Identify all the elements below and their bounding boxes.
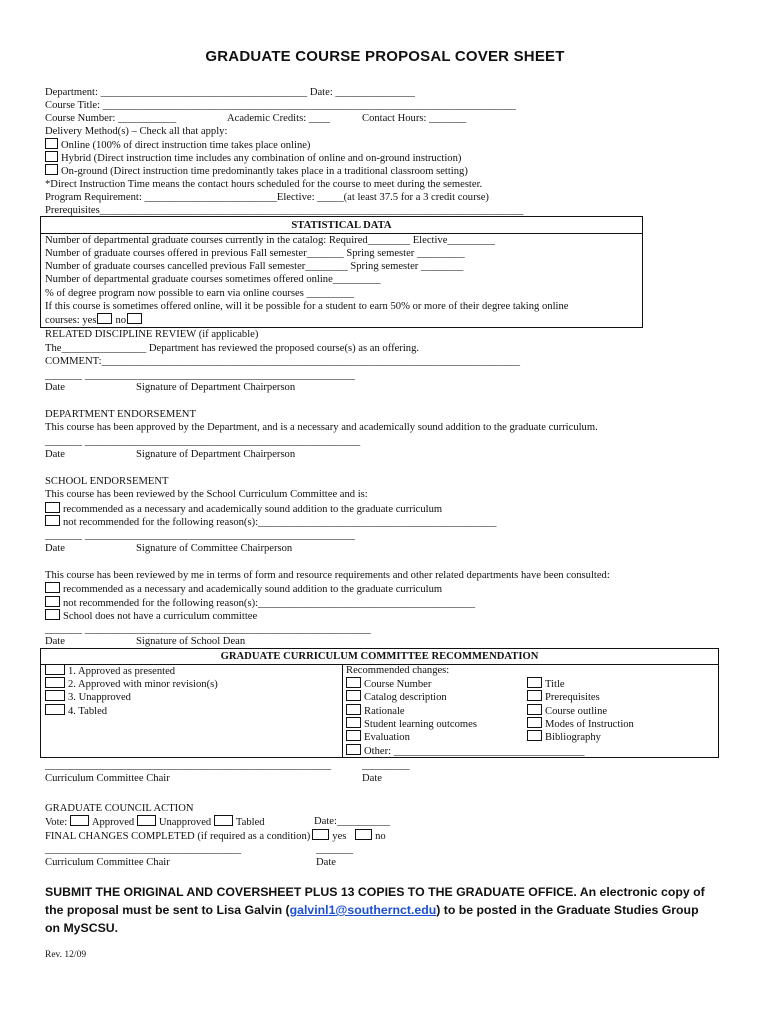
change-rationale-checkbox[interactable] — [346, 704, 361, 715]
change-prerequisites-checkbox[interactable] — [527, 690, 542, 701]
stat-line-catalog: Number of departmental graduate courses currently in the catalog: Required________ Elective_________ — [45, 235, 496, 246]
change-title-label: Title — [545, 679, 565, 690]
change-course-number — [346, 677, 431, 691]
change-rationale-label: Rationale — [364, 706, 405, 717]
council-date-line: Date:__________ — [314, 816, 390, 827]
school-recommended-checkbox[interactable] — [45, 502, 60, 513]
department-date-line: Department: _______________________________________ Date: _______________ — [45, 87, 415, 98]
dean-date-label: Date — [45, 636, 65, 647]
change-modes-instruction — [527, 717, 634, 731]
vote-approved-checkbox[interactable] — [70, 815, 89, 826]
no-checkbox[interactable] — [127, 313, 142, 324]
council-chair-signature-line: _____________________________________ — [45, 844, 241, 855]
stat-line-offered: Number of graduate courses offered in previous Fall semester_______ Spring semester _________ — [45, 248, 465, 259]
delivery-method-label: Delivery Method(s) – Check all that apply: — [45, 126, 228, 137]
change-modes-instruction-checkbox[interactable] — [527, 717, 542, 728]
change-evaluation-checkbox[interactable] — [346, 730, 361, 741]
gcc-chair-signature-line: ______________________________________________________ — [45, 760, 332, 771]
related-signature-label: Signature of Department Chairperson — [136, 382, 296, 393]
school-notrecommended-option — [45, 515, 496, 529]
stat-line-question: If this course is sometimes offered online, will it be possible for a student to earn 50% or more of their degree taking online — [45, 301, 569, 312]
online-label: Online (100% of direct instruction time takes place online) — [61, 140, 311, 151]
change-course-outline-label: Course outline — [545, 706, 608, 717]
gcc-option-2-label: 2. Approved with minor revision(s) — [68, 679, 218, 690]
school-date-label: Date — [45, 543, 65, 554]
change-title-checkbox[interactable] — [527, 677, 542, 688]
dean-line: This course has been reviewed by me in terms of form and resource requirements and other related departments have been consulted: — [45, 570, 610, 581]
council-chair-label: Curriculum Committee Chair — [45, 857, 170, 868]
vote-unapproved-label: Unapproved — [158, 817, 212, 828]
dean-nocommittee-label: School does not have a curriculum committee — [63, 611, 258, 622]
yes-checkbox[interactable] — [97, 313, 112, 324]
gcc-option-3-label: 3. Unapproved — [68, 692, 131, 703]
gcc-option-3-checkbox[interactable] — [45, 690, 65, 701]
school-notrecommended-label: not recommended for the following reason(s):_____________________________________________ — [63, 517, 497, 528]
dean-recommended-option — [45, 582, 442, 596]
gcc-option-2 — [45, 677, 218, 691]
dept-date-label: Date — [45, 449, 65, 460]
hybrid-option — [45, 151, 461, 165]
onground-checkbox[interactable] — [45, 164, 58, 175]
council-heading: GRADUATE COUNCIL ACTION — [45, 803, 194, 814]
change-modes-instruction-label: Modes of Instruction — [545, 719, 634, 730]
page-title: GRADUATE COURSE PROPOSAL COVER SHEET — [205, 48, 565, 65]
recommended-changes-heading: Recommended changes: — [346, 665, 450, 676]
final-no-checkbox[interactable] — [355, 829, 372, 840]
contact-hours-line: Contact Hours: _______ — [362, 113, 467, 124]
stat-line-yes-no — [45, 313, 145, 327]
change-other-checkbox[interactable] — [346, 744, 361, 755]
stat-line-percent: % of degree program now possible to earn via online courses _________ — [45, 288, 355, 299]
email-link[interactable]: galvinl1@southernct.edu — [289, 903, 437, 917]
school-notrecommended-checkbox[interactable] — [45, 515, 60, 526]
change-course-outline — [527, 704, 607, 718]
hybrid-label: Hybrid (Direct instruction time includes any combination of online and on-ground instruction) — [61, 153, 462, 164]
change-title — [527, 677, 565, 691]
change-learning-outcomes-checkbox[interactable] — [346, 717, 361, 728]
final-yes-label: yes — [332, 831, 347, 842]
statistical-data-heading: STATISTICAL DATA — [291, 220, 392, 231]
school-recommended-option — [45, 502, 442, 516]
council-vote-line — [45, 815, 265, 829]
council-date-label: Date — [316, 857, 336, 868]
change-course-outline-checkbox[interactable] — [527, 704, 542, 715]
gcc-column-divider — [342, 664, 343, 757]
course-number-line: Course Number: ___________ — [45, 113, 177, 124]
submit-text-2: ) to be posted in the Graduate Studies Group on MySCSU. — [45, 903, 699, 935]
gcc-option-2-checkbox[interactable] — [45, 677, 65, 688]
stat-line-online: Number of departmental graduate courses sometimes offered online_________ — [45, 274, 381, 285]
related-line: The________________ Department has reviewed the proposed course(s) as an offering. — [45, 343, 420, 354]
change-bibliography-checkbox[interactable] — [527, 730, 542, 741]
no-label: no — [115, 315, 127, 326]
revision-label: Rev. 12/09 — [45, 950, 87, 960]
change-other — [346, 744, 584, 758]
related-heading: RELATED DISCIPLINE REVIEW (if applicable) — [45, 329, 259, 340]
change-bibliography — [527, 730, 601, 744]
change-catalog-description-checkbox[interactable] — [346, 690, 361, 701]
final-yes-checkbox[interactable] — [312, 829, 329, 840]
gcc-heading: GRADUATE CURRICULUM COMMITTEE RECOMMENDATION — [220, 651, 539, 662]
gcc-option-1 — [45, 664, 175, 678]
change-other-label: Other: ____________________________________ — [364, 746, 585, 757]
gcc-option-1-checkbox[interactable] — [45, 664, 65, 675]
change-prerequisites — [527, 690, 600, 704]
dept-heading: DEPARTMENT ENDORSEMENT — [45, 409, 196, 420]
submit-text-1: SUBMIT THE ORIGINAL AND COVERSHEET PLUS 13 COPIES TO THE GRADUATE OFFICE. An electronic copy of the proposal must be sent to Lisa Galvin ( — [45, 885, 705, 917]
submit-instructions — [45, 883, 705, 937]
dean-signature-line: _______ ______________________________________________________ — [45, 624, 371, 635]
comment-line: COMMENT:_______________________________________________________________________________ — [45, 356, 521, 367]
school-line: This course has been reviewed by the School Curriculum Committee and is: — [45, 489, 368, 500]
gcc-option-3 — [45, 690, 131, 704]
prerequisites-line: Prerequisites________________________________________________________________________________ — [45, 205, 524, 216]
direct-instruction-note: *Direct Instruction Time means the contact hours scheduled for the course to meet during the semester. — [45, 179, 483, 190]
online-checkbox[interactable] — [45, 138, 58, 149]
change-course-number-checkbox[interactable] — [346, 677, 361, 688]
dean-signature-label: Signature of School Dean — [136, 636, 246, 647]
school-signature-line: _______ ___________________________________________________ — [45, 530, 355, 541]
change-bibliography-label: Bibliography — [545, 732, 601, 743]
dept-line: This course has been approved by the Department, and is a necessary and academically sound addition to the graduate curriculum. — [45, 422, 598, 433]
gcc-date-label: Date — [362, 773, 382, 784]
hybrid-checkbox[interactable] — [45, 151, 58, 162]
dean-notrecommended-option — [45, 596, 475, 610]
vote-unapproved-checkbox[interactable] — [137, 815, 156, 826]
school-signature-label: Signature of Committee Chairperson — [136, 543, 293, 554]
vote-label: Vote: — [45, 817, 68, 828]
dean-nocommittee-checkbox[interactable] — [45, 609, 60, 620]
school-recommended-label: recommended as a necessary and academically sound addition to the graduate curriculum — [63, 504, 443, 515]
change-evaluation — [346, 730, 410, 744]
change-catalog-description — [346, 690, 447, 704]
gcc-chair-label: Curriculum Committee Chair — [45, 773, 170, 784]
dept-signature-line: _______ ____________________________________________________ — [45, 436, 361, 447]
course-title-line: Course Title: ______________________________________________________________________________ — [45, 100, 516, 111]
online-option — [45, 138, 310, 152]
gcc-option-4-label: 4. Tabled — [68, 706, 108, 717]
dean-notrecommended-label: not recommended for the following reason(s):_________________________________________ — [63, 598, 476, 609]
yes-label: courses: yes — [45, 315, 97, 326]
onground-label: On-ground (Direct instruction time predominantly takes place in a traditional classroom setting) — [61, 166, 468, 177]
dean-nocommittee-option — [45, 609, 257, 623]
gcc-option-4 — [45, 704, 107, 718]
change-learning-outcomes-label: Student learning outcomes — [364, 719, 477, 730]
program-requirement-line: Program Requirement: _________________________Elective: _____(at least 37.5 for a 3 credit course) — [45, 192, 489, 203]
vote-tabled-label: Tabled — [235, 817, 265, 828]
dept-signature-label: Signature of Department Chairperson — [136, 449, 296, 460]
council-date-signature-line: _______ — [316, 844, 354, 855]
gcc-option-4-checkbox[interactable] — [45, 704, 65, 715]
final-changes-label: FINAL CHANGES COMPLETED (if required as a condition) — [45, 831, 311, 842]
change-catalog-description-label: Catalog description — [364, 692, 447, 703]
related-signature-line: _______ ___________________________________________________ — [45, 370, 355, 381]
final-no-label: no — [375, 831, 386, 842]
change-rationale — [346, 704, 405, 718]
final-changes-line — [45, 829, 386, 843]
change-evaluation-label: Evaluation — [364, 732, 410, 743]
onground-option — [45, 164, 468, 178]
school-heading: SCHOOL ENDORSEMENT — [45, 476, 169, 487]
vote-approved-label: Approved — [91, 817, 135, 828]
change-learning-outcomes — [346, 717, 477, 731]
change-prerequisites-label: Prerequisites — [545, 692, 600, 703]
dean-recommended-label: recommended as a necessary and academically sound addition to the graduate curriculum — [63, 584, 443, 595]
academic-credits-line: Academic Credits: ____ — [227, 113, 330, 124]
related-date-label: Date — [45, 382, 65, 393]
gcc-date-line: _________ — [362, 760, 410, 771]
vote-tabled-checkbox[interactable] — [214, 815, 233, 826]
dean-notrecommended-checkbox[interactable] — [45, 596, 60, 607]
change-course-number-label: Course Number — [364, 679, 432, 690]
stat-line-cancelled: Number of graduate courses cancelled previous Fall semester________ Spring semester ________ — [45, 261, 464, 272]
gcc-option-1-label: 1. Approved as presented — [68, 666, 176, 677]
dean-recommended-checkbox[interactable] — [45, 582, 60, 593]
